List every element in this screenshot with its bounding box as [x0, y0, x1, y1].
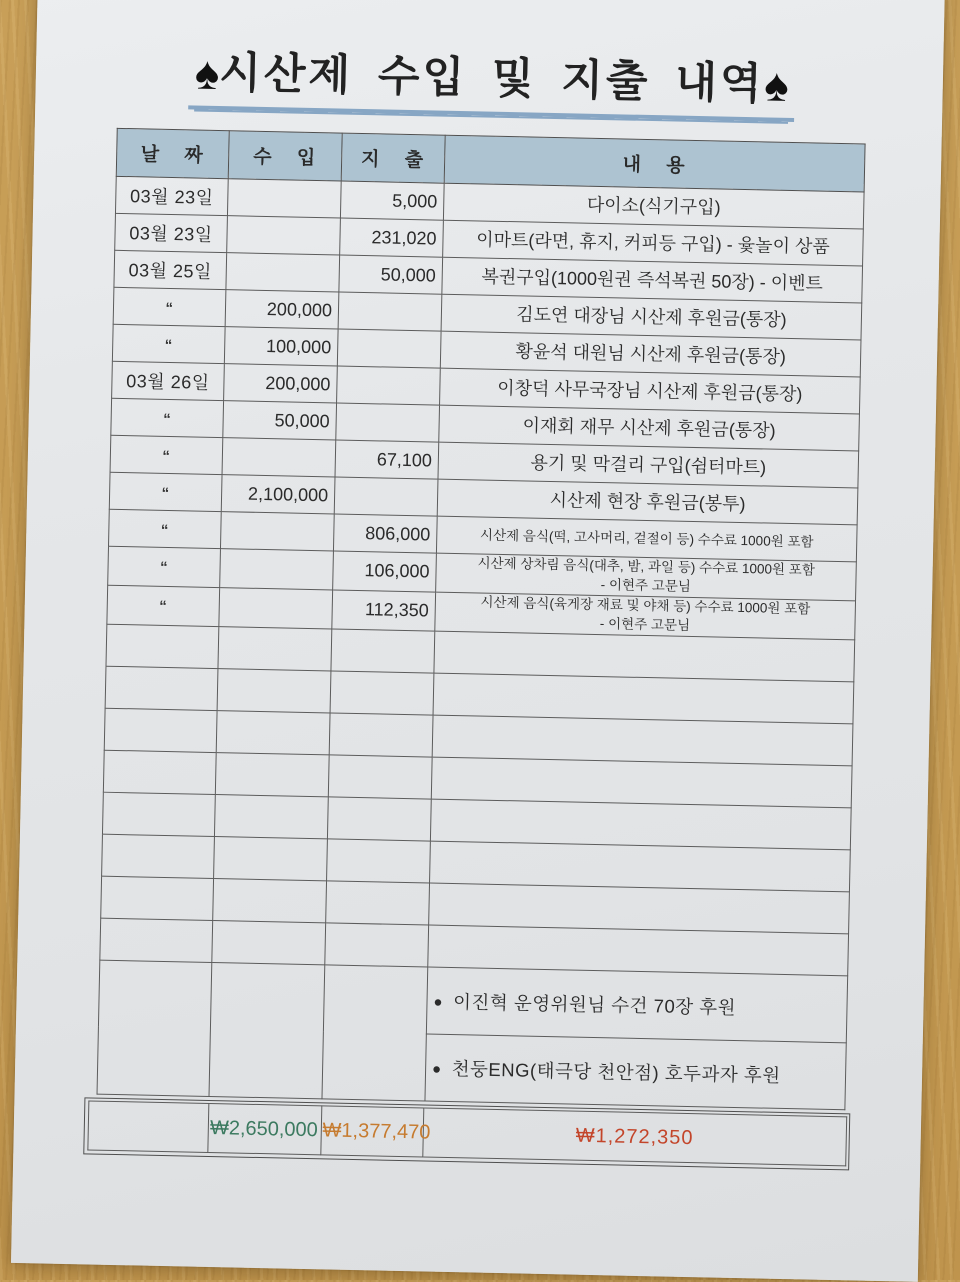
empty-cell [101, 876, 214, 920]
cell-date [108, 546, 221, 587]
ditto-mark: “ [160, 521, 170, 539]
ditto-mark: “ [159, 598, 168, 616]
cell-expense: 112,350 [332, 590, 436, 631]
cell-desc: 이마트(라면, 휴지, 커피등 구입) - 윷놀이 상품 [443, 220, 864, 266]
totals-table-border [83, 1097, 850, 1170]
cell-expense [337, 366, 441, 405]
title-block [117, 37, 866, 124]
empty-cell [212, 920, 326, 964]
note-text: 이진혁 운영위원님 수건 70장 후원 [452, 990, 737, 1018]
cell-desc: 복권구입(1000원권 즉석복권 50장) - 이벤트 [442, 257, 863, 303]
header-expense: 지 출 [341, 133, 445, 183]
totals-table [87, 1101, 847, 1167]
cell-expense [334, 477, 438, 516]
ditto-mark: “ [165, 299, 174, 317]
cell-date: 03월 23일 [115, 213, 228, 252]
empty-cell [105, 666, 218, 710]
cell-income [222, 438, 336, 477]
empty-cell [213, 878, 327, 922]
empty-cell [100, 918, 213, 962]
ditto-mark: “ [164, 336, 173, 354]
empty-cell [215, 752, 329, 796]
cell-desc: 시산제 상차림 음식(대추, 밤, 과일 등) 수수료 1000원 포함 - 이현주 고문님 [436, 553, 857, 601]
cell-desc: 시산제 음식(육게장 재료 및 야채 등) 수수료 1000원 포함 - 이현주 고문님 [435, 592, 856, 640]
empty-cell [214, 794, 328, 838]
empty-cell [327, 796, 431, 840]
cell-expense [338, 292, 442, 331]
total-expense: ₩1,377,470 [321, 1106, 425, 1157]
note-text: 천둥ENG(태극당 천안점) 호두과자 후원 [451, 1057, 781, 1086]
cell-expense: 50,000 [339, 255, 443, 294]
empty-cell [106, 624, 219, 668]
empty-cell [330, 671, 434, 715]
cell-date: 03월 23일 [115, 176, 228, 215]
empty-cell [328, 754, 432, 798]
cell-date [112, 324, 225, 363]
empty-cell [218, 626, 332, 670]
spade-icon-left: ♠ [194, 46, 220, 99]
cell-income [227, 179, 341, 218]
empty-cell [331, 629, 435, 673]
cell-income: 100,000 [224, 327, 338, 366]
note-row [98, 960, 847, 1043]
ditto-mark: “ [159, 559, 169, 577]
cell-income: 200,000 [225, 290, 339, 329]
page-title-text: 시산제 수입 및 지출 내역 [218, 48, 765, 109]
cell-expense [322, 964, 428, 1100]
totals-date-cell [87, 1101, 209, 1153]
empty-cell [217, 668, 331, 712]
cell-desc: 이재회 재무 시산제 후원금(통장) [439, 405, 860, 451]
paper-sheet [11, 0, 945, 1282]
cell-expense: 231,020 [340, 218, 444, 257]
empty-cell [103, 750, 216, 794]
cell-date: 03월 26일 [112, 361, 225, 400]
cell-desc: 다이소(식기구입) [443, 183, 864, 229]
cell-date [107, 585, 220, 626]
ditto-mark: “ [161, 484, 170, 502]
empty-cell [214, 836, 328, 880]
bullet-icon: ● [431, 1060, 442, 1078]
document-content [95, 0, 868, 1170]
empty-cell [326, 880, 430, 924]
empty-cell [325, 922, 429, 966]
total-balance: ₩1,272,350 [423, 1108, 846, 1166]
cell-income [219, 587, 333, 628]
cell-income [227, 216, 341, 255]
cell-expense: 806,000 [333, 514, 437, 553]
header-income: 수 입 [228, 131, 342, 181]
cell-income [226, 253, 340, 292]
cell-expense: 5,000 [340, 181, 444, 220]
page-title [194, 46, 790, 111]
spade-icon-right: ♠ [763, 58, 790, 111]
ledger-body [97, 176, 864, 1109]
cell-desc: 황윤석 대원님 시산제 후원금(통장) [440, 331, 861, 377]
empty-cell [216, 710, 330, 754]
cell-date [109, 472, 222, 511]
empty-cell [102, 834, 215, 878]
total-income: ₩2,650,000 [208, 1104, 322, 1155]
title-underline [188, 38, 795, 122]
cell-date [110, 435, 223, 474]
ledger-table [97, 128, 866, 1110]
cell-desc: 이창덕 사무국장님 시산제 후원금(통장) [440, 368, 861, 414]
empty-cell [104, 708, 217, 752]
cell-expense [336, 403, 440, 442]
cell-date [113, 287, 226, 326]
empty-cell [102, 792, 215, 836]
cell-income: 2,100,000 [221, 475, 335, 514]
cell-desc: 시산제 음식(떡, 고사머리, 겉절이 등) 수수료 1000원 포함 [436, 516, 857, 562]
cell-desc: 김도연 대장님 시산제 후원금(통장) [441, 294, 862, 340]
cell-expense: 67,100 [335, 440, 439, 479]
cell-income [220, 512, 334, 551]
cell-income: 50,000 [223, 401, 337, 440]
cell-expense: 106,000 [333, 551, 437, 592]
header-desc: 내 용 [444, 135, 865, 192]
cell-expense [337, 329, 441, 368]
empty-cell [327, 838, 431, 882]
ditto-mark: “ [163, 410, 172, 428]
cell-date: 03월 25일 [114, 250, 227, 289]
cell-desc: 용기 및 막걸리 구입(쉼터마트) [438, 442, 859, 488]
cell-date [111, 398, 224, 437]
ditto-mark: “ [162, 447, 171, 465]
cell-income [220, 549, 334, 590]
cell-desc: 시산제 현장 후원금(봉투) [437, 479, 858, 525]
note-cell [426, 967, 847, 1043]
cell-income [209, 962, 325, 1098]
note-cell [425, 1034, 846, 1110]
cell-date [109, 509, 222, 548]
bullet-icon: ● [433, 993, 444, 1011]
cell-income: 200,000 [224, 364, 338, 403]
empty-cell [329, 712, 433, 756]
header-date: 날 짜 [116, 128, 229, 178]
totals-row [87, 1101, 846, 1166]
cell-date [97, 960, 212, 1096]
